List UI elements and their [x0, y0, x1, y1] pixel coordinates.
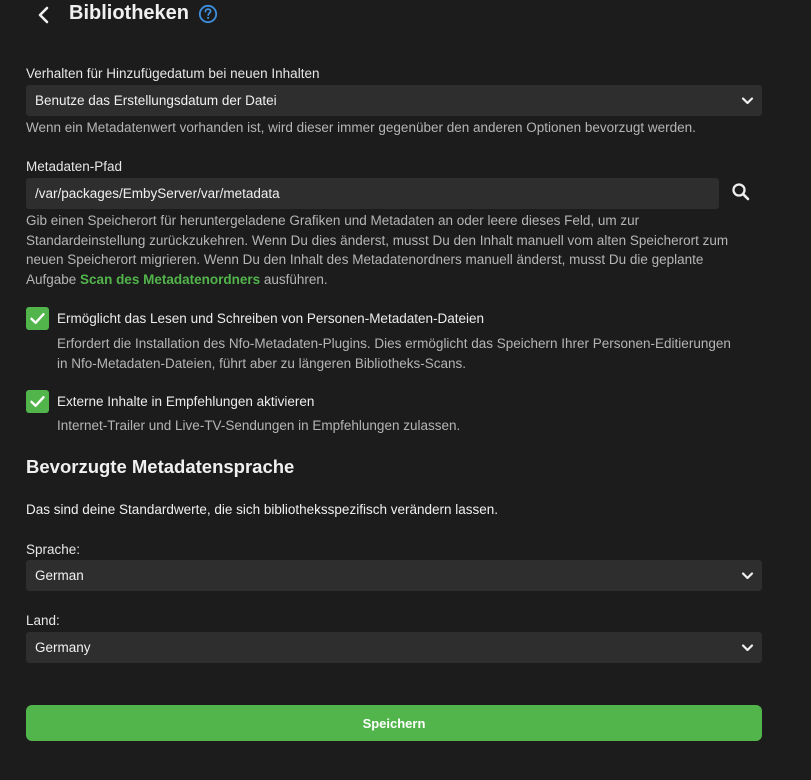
chevron-down-icon	[741, 569, 754, 582]
metadata-path-help-line: Standardeinstellung zurückzukehren. Wenn Du dies änderst, musst Du den Inhalt manuell vom alten Speicherort zum	[26, 232, 729, 248]
country-value: Germany	[35, 640, 91, 655]
external-content-help: Internet-Trailer und Live-TV-Sendungen in Empfehlungen zulassen.	[57, 418, 461, 433]
metadata-path-input[interactable]	[26, 178, 719, 209]
person-metadata-checkbox[interactable]	[26, 307, 49, 330]
date-added-value: Benutze das Erstellungsdatum der Datei	[35, 93, 277, 108]
help-prefix: Aufgabe	[26, 271, 81, 287]
metadata-language-heading: Bevorzugte Metadatensprache	[26, 456, 295, 477]
metadata-path-browse-button[interactable]	[729, 180, 753, 204]
language-label: Sprache:	[26, 542, 81, 557]
metadata-path-help	[26, 211, 728, 289]
external-content-checkbox[interactable]	[26, 390, 49, 413]
scan-metadata-folder-link[interactable]: Scan des Metadatenordners	[80, 271, 261, 287]
help-button[interactable]	[198, 4, 218, 24]
language-value: German	[35, 568, 84, 583]
back-button[interactable]	[33, 4, 55, 26]
chevron-down-icon	[741, 94, 754, 107]
person-metadata-label: Ermöglicht das Lesen und Schreiben von Personen-Metadaten-Dateien	[57, 311, 485, 326]
search-icon	[729, 180, 753, 204]
chevron-left-icon	[37, 6, 51, 24]
chevron-down-icon	[741, 641, 754, 654]
metadata-path-help-line: neuen Speicherort migrieren. Wenn Du den Inhalt des Metadatenordners manuell änderst, musst Du die geplante	[26, 252, 704, 267]
page-title: Bibliotheken	[69, 2, 190, 24]
country-select[interactable]	[26, 632, 762, 663]
person-metadata-help-line: in Nfo-Metadaten-Dateien, führt aber zu längeren Bibliotheks-Scans.	[57, 355, 466, 371]
save-button[interactable]: Speichern	[26, 705, 762, 741]
date-added-label: Verhalten für Hinzufügedatum bei neuen Inhalten	[26, 66, 320, 81]
person-metadata-help	[57, 334, 767, 373]
checkmark-icon	[29, 310, 46, 327]
date-added-help: Wenn ein Metadatenwert vorhanden ist, wird dieser immer gegenüber den anderen Optionen bevorzugt werden.	[26, 120, 696, 135]
help-suffix: ausführen.	[260, 271, 328, 287]
metadata-path-help-line	[26, 270, 728, 290]
person-metadata-help-line: Erfordert die Installation des Nfo-Metadaten-Plugins. Dies ermöglicht das Speichern Ihrer Personen-Editierungen	[57, 336, 731, 351]
language-select[interactable]	[26, 560, 762, 591]
metadata-language-description: Das sind deine Standardwerte, die sich bibliotheksspezifisch verändern lassen.	[26, 502, 499, 517]
external-content-label: Externe Inhalte in Empfehlungen aktivieren	[57, 394, 315, 409]
checkmark-icon	[29, 393, 46, 410]
country-label: Land:	[26, 613, 60, 628]
metadata-path-help-line: Gib einen Speicherort für heruntergeladene Grafiken und Metadaten an oder leere dieses Feld, um zur	[26, 213, 640, 228]
page-header	[0, 0, 811, 30]
metadata-path-label: Metadaten-Pfad	[26, 159, 123, 174]
help-circle-icon	[198, 4, 218, 24]
date-added-select[interactable]	[26, 85, 762, 116]
